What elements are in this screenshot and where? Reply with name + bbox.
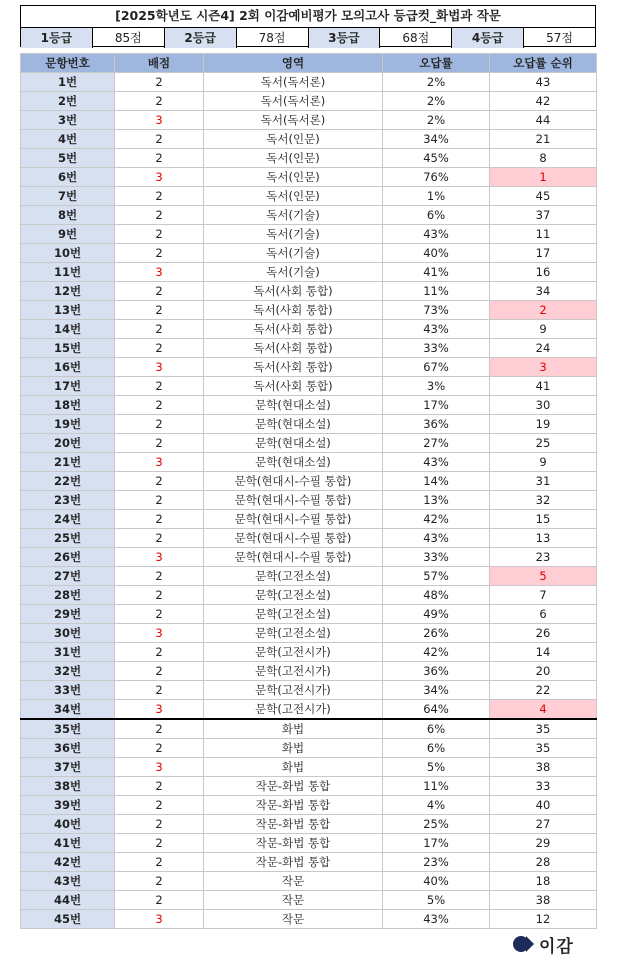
question-number-cell: 29번 bbox=[21, 605, 115, 624]
question-number-cell: 31번 bbox=[21, 643, 115, 662]
table-row bbox=[21, 624, 597, 643]
question-number-cell: 43번 bbox=[21, 872, 115, 891]
error-rate-cell: 6% bbox=[383, 719, 490, 739]
table-row bbox=[21, 700, 597, 720]
points-cell: 2 bbox=[115, 320, 204, 339]
points-cell: 2 bbox=[115, 339, 204, 358]
error-rate-cell: 42% bbox=[383, 510, 490, 529]
points-cell: 2 bbox=[115, 415, 204, 434]
error-rate-cell: 11% bbox=[383, 777, 490, 796]
grade-label-2: 2등급 bbox=[165, 28, 237, 48]
error-rank-cell: 15 bbox=[490, 510, 597, 529]
error-rate-cell: 5% bbox=[383, 891, 490, 910]
area-cell: 독서(사회 통합) bbox=[204, 320, 383, 339]
table-row bbox=[21, 586, 597, 605]
area-cell: 작문-화법 통합 bbox=[204, 853, 383, 872]
points-cell: 3 bbox=[115, 358, 204, 377]
error-rank-cell: 24 bbox=[490, 339, 597, 358]
question-number-cell: 21번 bbox=[21, 453, 115, 472]
error-rank-cell: 45 bbox=[490, 187, 597, 206]
error-rate-cell: 2% bbox=[383, 92, 490, 111]
question-number-cell: 34번 bbox=[21, 700, 115, 720]
error-rate-cell: 45% bbox=[383, 149, 490, 168]
points-cell: 2 bbox=[115, 739, 204, 758]
table-row bbox=[21, 187, 597, 206]
error-rank-cell: 32 bbox=[490, 491, 597, 510]
points-cell: 3 bbox=[115, 548, 204, 567]
area-cell: 독서(기술) bbox=[204, 225, 383, 244]
question-number-cell: 28번 bbox=[21, 586, 115, 605]
points-cell: 3 bbox=[115, 910, 204, 929]
question-number-cell: 32번 bbox=[21, 662, 115, 681]
question-number-cell: 23번 bbox=[21, 491, 115, 510]
area-cell: 독서(사회 통합) bbox=[204, 339, 383, 358]
error-rate-cell: 1% bbox=[383, 187, 490, 206]
area-cell: 문학(고전시가) bbox=[204, 643, 383, 662]
table-row bbox=[21, 605, 597, 624]
error-rank-cell: 38 bbox=[490, 891, 597, 910]
col-header-area: 영역 bbox=[204, 54, 383, 73]
question-number-cell: 36번 bbox=[21, 739, 115, 758]
error-rate-cell: 17% bbox=[383, 396, 490, 415]
error-rate-cell: 13% bbox=[383, 491, 490, 510]
area-cell: 작문 bbox=[204, 891, 383, 910]
grade-cut-row bbox=[21, 28, 595, 48]
table-row bbox=[21, 681, 597, 700]
area-cell: 작문 bbox=[204, 910, 383, 929]
table-row bbox=[21, 510, 597, 529]
table-row bbox=[21, 453, 597, 472]
points-cell: 3 bbox=[115, 624, 204, 643]
area-cell: 독서(사회 통합) bbox=[204, 301, 383, 320]
error-rank-cell: 30 bbox=[490, 396, 597, 415]
area-cell: 화법 bbox=[204, 719, 383, 739]
question-number-cell: 30번 bbox=[21, 624, 115, 643]
points-cell: 2 bbox=[115, 396, 204, 415]
table-row bbox=[21, 815, 597, 834]
table-row bbox=[21, 301, 597, 320]
area-cell: 독서(기술) bbox=[204, 263, 383, 282]
error-rate-cell: 57% bbox=[383, 567, 490, 586]
error-rate-cell: 40% bbox=[383, 872, 490, 891]
question-number-cell: 6번 bbox=[21, 168, 115, 187]
table-row bbox=[21, 111, 597, 130]
area-cell: 작문-화법 통합 bbox=[204, 815, 383, 834]
error-rate-cell: 34% bbox=[383, 681, 490, 700]
error-rank-cell: 2 bbox=[490, 301, 597, 320]
points-cell: 3 bbox=[115, 453, 204, 472]
col-header-points: 배점 bbox=[115, 54, 204, 73]
error-rate-table bbox=[20, 53, 597, 929]
area-cell: 문학(고전소설) bbox=[204, 586, 383, 605]
table-row bbox=[21, 834, 597, 853]
table-row bbox=[21, 853, 597, 872]
error-rate-cell: 43% bbox=[383, 320, 490, 339]
area-cell: 문학(현대소설) bbox=[204, 434, 383, 453]
error-rate-cell: 3% bbox=[383, 377, 490, 396]
points-cell: 2 bbox=[115, 643, 204, 662]
error-rank-cell: 9 bbox=[490, 320, 597, 339]
table-body bbox=[21, 73, 597, 929]
question-number-cell: 33번 bbox=[21, 681, 115, 700]
area-cell: 독서(인문) bbox=[204, 130, 383, 149]
area-cell: 독서(인문) bbox=[204, 168, 383, 187]
table-row bbox=[21, 339, 597, 358]
page-title: [2025학년도 시즌4] 2회 이감예비평가 모의고사 등급컷_화법과 작문 bbox=[21, 6, 595, 28]
question-number-cell: 17번 bbox=[21, 377, 115, 396]
question-number-cell: 12번 bbox=[21, 282, 115, 301]
error-rate-cell: 34% bbox=[383, 130, 490, 149]
table-header-row bbox=[21, 54, 597, 73]
table-row bbox=[21, 168, 597, 187]
question-number-cell: 41번 bbox=[21, 834, 115, 853]
question-number-cell: 40번 bbox=[21, 815, 115, 834]
points-cell: 2 bbox=[115, 130, 204, 149]
grade-cut-header bbox=[20, 5, 596, 47]
error-rank-cell: 33 bbox=[490, 777, 597, 796]
area-cell: 문학(현대시-수필 통합) bbox=[204, 472, 383, 491]
points-cell: 3 bbox=[115, 700, 204, 720]
question-number-cell: 27번 bbox=[21, 567, 115, 586]
error-rank-cell: 25 bbox=[490, 434, 597, 453]
area-cell: 문학(고전시가) bbox=[204, 662, 383, 681]
error-rate-cell: 5% bbox=[383, 758, 490, 777]
points-cell: 2 bbox=[115, 92, 204, 111]
error-rate-cell: 43% bbox=[383, 529, 490, 548]
error-rank-cell: 7 bbox=[490, 586, 597, 605]
col-header-error-rank: 오답률 순위 bbox=[490, 54, 597, 73]
error-rank-cell: 14 bbox=[490, 643, 597, 662]
question-number-cell: 5번 bbox=[21, 149, 115, 168]
error-rate-cell: 48% bbox=[383, 586, 490, 605]
area-cell: 작문-화법 통합 bbox=[204, 777, 383, 796]
area-cell: 화법 bbox=[204, 758, 383, 777]
error-rank-cell: 35 bbox=[490, 719, 597, 739]
points-cell: 2 bbox=[115, 777, 204, 796]
area-cell: 문학(현대시-수필 통합) bbox=[204, 529, 383, 548]
table-row bbox=[21, 225, 597, 244]
error-rank-cell: 28 bbox=[490, 853, 597, 872]
area-cell: 독서(사회 통합) bbox=[204, 358, 383, 377]
points-cell: 2 bbox=[115, 225, 204, 244]
table-row bbox=[21, 130, 597, 149]
error-rank-cell: 26 bbox=[490, 624, 597, 643]
error-rank-cell: 29 bbox=[490, 834, 597, 853]
points-cell: 3 bbox=[115, 168, 204, 187]
error-rank-cell: 35 bbox=[490, 739, 597, 758]
error-rate-cell: 43% bbox=[383, 225, 490, 244]
question-number-cell: 44번 bbox=[21, 891, 115, 910]
area-cell: 문학(현대소설) bbox=[204, 396, 383, 415]
question-number-cell: 37번 bbox=[21, 758, 115, 777]
area-cell: 문학(현대소설) bbox=[204, 453, 383, 472]
question-number-cell: 45번 bbox=[21, 910, 115, 929]
error-rank-cell: 31 bbox=[490, 472, 597, 491]
points-cell: 2 bbox=[115, 434, 204, 453]
col-header-error-rate: 오답률 bbox=[383, 54, 490, 73]
table-row bbox=[21, 662, 597, 681]
error-rate-cell: 26% bbox=[383, 624, 490, 643]
area-cell: 문학(현대소설) bbox=[204, 415, 383, 434]
error-rank-cell: 3 bbox=[490, 358, 597, 377]
points-cell: 2 bbox=[115, 853, 204, 872]
points-cell: 2 bbox=[115, 872, 204, 891]
question-number-cell: 10번 bbox=[21, 244, 115, 263]
question-number-cell: 22번 bbox=[21, 472, 115, 491]
error-rank-cell: 9 bbox=[490, 453, 597, 472]
table-row bbox=[21, 529, 597, 548]
points-cell: 2 bbox=[115, 681, 204, 700]
error-rank-cell: 4 bbox=[490, 700, 597, 720]
question-number-cell: 14번 bbox=[21, 320, 115, 339]
brand-logo bbox=[513, 932, 574, 956]
table-row bbox=[21, 358, 597, 377]
error-rank-cell: 8 bbox=[490, 149, 597, 168]
area-cell: 독서(사회 통합) bbox=[204, 282, 383, 301]
table-row bbox=[21, 73, 597, 92]
table-row bbox=[21, 491, 597, 510]
error-rank-cell: 37 bbox=[490, 206, 597, 225]
error-rate-cell: 2% bbox=[383, 111, 490, 130]
error-rate-cell: 6% bbox=[383, 206, 490, 225]
points-cell: 2 bbox=[115, 206, 204, 225]
grade-cut-3: 68점 bbox=[380, 28, 452, 48]
table-row bbox=[21, 263, 597, 282]
points-cell: 2 bbox=[115, 244, 204, 263]
grade-cut-4: 57점 bbox=[546, 31, 573, 45]
points-cell: 2 bbox=[115, 815, 204, 834]
question-number-cell: 25번 bbox=[21, 529, 115, 548]
question-number-cell: 7번 bbox=[21, 187, 115, 206]
table-row bbox=[21, 396, 597, 415]
error-rate-cell: 43% bbox=[383, 453, 490, 472]
error-rate-cell: 73% bbox=[383, 301, 490, 320]
area-cell: 독서(기술) bbox=[204, 206, 383, 225]
area-cell: 문학(현대시-수필 통합) bbox=[204, 491, 383, 510]
error-rank-cell: 13 bbox=[490, 529, 597, 548]
table-row bbox=[21, 320, 597, 339]
error-rank-cell: 11 bbox=[490, 225, 597, 244]
area-cell: 문학(고전소설) bbox=[204, 567, 383, 586]
question-number-cell: 3번 bbox=[21, 111, 115, 130]
question-number-cell: 1번 bbox=[21, 73, 115, 92]
question-number-cell: 2번 bbox=[21, 92, 115, 111]
area-cell: 독서(기술) bbox=[204, 244, 383, 263]
error-rate-cell: 14% bbox=[383, 472, 490, 491]
points-cell: 2 bbox=[115, 282, 204, 301]
points-cell: 3 bbox=[115, 263, 204, 282]
area-cell: 독서(인문) bbox=[204, 149, 383, 168]
error-rate-cell: 41% bbox=[383, 263, 490, 282]
error-rank-cell: 27 bbox=[490, 815, 597, 834]
question-number-cell: 9번 bbox=[21, 225, 115, 244]
points-cell: 2 bbox=[115, 491, 204, 510]
table-row bbox=[21, 643, 597, 662]
question-number-cell: 42번 bbox=[21, 853, 115, 872]
table-row bbox=[21, 567, 597, 586]
area-cell: 독서(독서론) bbox=[204, 111, 383, 130]
brand-logo-text: 이감 bbox=[539, 936, 574, 957]
points-cell: 2 bbox=[115, 586, 204, 605]
area-cell: 문학(현대시-수필 통합) bbox=[204, 510, 383, 529]
points-cell: 2 bbox=[115, 891, 204, 910]
table-row bbox=[21, 739, 597, 758]
table-row bbox=[21, 92, 597, 111]
table-row bbox=[21, 719, 597, 739]
area-cell: 문학(고전시가) bbox=[204, 681, 383, 700]
error-rate-cell: 33% bbox=[383, 548, 490, 567]
area-cell: 작문-화법 통합 bbox=[204, 796, 383, 815]
error-rank-cell: 40 bbox=[490, 796, 597, 815]
error-rank-cell: 5 bbox=[490, 567, 597, 586]
error-rank-cell: 34 bbox=[490, 282, 597, 301]
table-row bbox=[21, 282, 597, 301]
points-cell: 2 bbox=[115, 719, 204, 739]
points-cell: 2 bbox=[115, 301, 204, 320]
question-number-cell: 19번 bbox=[21, 415, 115, 434]
area-cell: 독서(사회 통합) bbox=[204, 377, 383, 396]
points-cell: 2 bbox=[115, 73, 204, 92]
error-rank-cell: 6 bbox=[490, 605, 597, 624]
error-rank-cell: 38 bbox=[490, 758, 597, 777]
error-rank-cell: 22 bbox=[490, 681, 597, 700]
error-rate-cell: 67% bbox=[383, 358, 490, 377]
table-row bbox=[21, 206, 597, 225]
error-rate-cell: 17% bbox=[383, 834, 490, 853]
error-rate-cell: 76% bbox=[383, 168, 490, 187]
points-cell: 3 bbox=[115, 758, 204, 777]
points-cell: 2 bbox=[115, 605, 204, 624]
table-row bbox=[21, 434, 597, 453]
error-rate-cell: 40% bbox=[383, 244, 490, 263]
error-rate-cell: 6% bbox=[383, 739, 490, 758]
table-row bbox=[21, 472, 597, 491]
error-rank-cell: 23 bbox=[490, 548, 597, 567]
question-number-cell: 8번 bbox=[21, 206, 115, 225]
points-cell: 2 bbox=[115, 662, 204, 681]
area-cell: 작문-화법 통합 bbox=[204, 834, 383, 853]
points-cell: 2 bbox=[115, 472, 204, 491]
question-number-cell: 38번 bbox=[21, 777, 115, 796]
area-cell: 문학(고전소설) bbox=[204, 624, 383, 643]
area-cell: 화법 bbox=[204, 739, 383, 758]
area-cell: 문학(고전소설) bbox=[204, 605, 383, 624]
error-rate-cell: 42% bbox=[383, 643, 490, 662]
table-row bbox=[21, 891, 597, 910]
error-rank-cell: 19 bbox=[490, 415, 597, 434]
question-number-cell: 4번 bbox=[21, 130, 115, 149]
error-rank-cell: 20 bbox=[490, 662, 597, 681]
area-cell: 독서(독서론) bbox=[204, 92, 383, 111]
error-rate-cell: 33% bbox=[383, 339, 490, 358]
error-rate-cell: 64% bbox=[383, 700, 490, 720]
grade-cut-2: 78점 bbox=[237, 28, 309, 48]
error-rank-cell: 18 bbox=[490, 872, 597, 891]
igam-logo-icon bbox=[513, 935, 535, 953]
question-number-cell: 16번 bbox=[21, 358, 115, 377]
table-row bbox=[21, 377, 597, 396]
error-rate-cell: 36% bbox=[383, 662, 490, 681]
grade-cut-1: 85점 bbox=[93, 28, 165, 48]
question-number-cell: 39번 bbox=[21, 796, 115, 815]
error-rank-cell: 21 bbox=[490, 130, 597, 149]
col-header-question: 문항번호 bbox=[21, 54, 115, 73]
question-number-cell: 11번 bbox=[21, 263, 115, 282]
question-number-cell: 35번 bbox=[21, 719, 115, 739]
area-cell: 독서(독서론) bbox=[204, 73, 383, 92]
table-row bbox=[21, 758, 597, 777]
question-number-cell: 15번 bbox=[21, 339, 115, 358]
points-cell: 3 bbox=[115, 111, 204, 130]
points-cell: 2 bbox=[115, 149, 204, 168]
area-cell: 독서(인문) bbox=[204, 187, 383, 206]
table-row bbox=[21, 910, 597, 929]
error-rank-cell: 43 bbox=[490, 73, 597, 92]
error-rank-cell: 16 bbox=[490, 263, 597, 282]
points-cell: 2 bbox=[115, 529, 204, 548]
error-rate-cell: 25% bbox=[383, 815, 490, 834]
error-rank-cell: 41 bbox=[490, 377, 597, 396]
table-row bbox=[21, 244, 597, 263]
points-cell: 2 bbox=[115, 796, 204, 815]
points-cell: 2 bbox=[115, 567, 204, 586]
question-number-cell: 18번 bbox=[21, 396, 115, 415]
error-rank-cell: 12 bbox=[490, 910, 597, 929]
error-rate-cell: 49% bbox=[383, 605, 490, 624]
error-rate-cell: 4% bbox=[383, 796, 490, 815]
table-row bbox=[21, 872, 597, 891]
table-row bbox=[21, 548, 597, 567]
error-rank-cell: 1 bbox=[490, 168, 597, 187]
question-number-cell: 20번 bbox=[21, 434, 115, 453]
points-cell: 2 bbox=[115, 187, 204, 206]
error-rate-cell: 36% bbox=[383, 415, 490, 434]
table-row bbox=[21, 415, 597, 434]
grade-label-3: 3등급 bbox=[309, 28, 381, 48]
error-rank-cell: 42 bbox=[490, 92, 597, 111]
points-cell: 2 bbox=[115, 377, 204, 396]
points-cell: 2 bbox=[115, 510, 204, 529]
table-row bbox=[21, 777, 597, 796]
error-rate-cell: 23% bbox=[383, 853, 490, 872]
error-rate-cell: 43% bbox=[383, 910, 490, 929]
question-number-cell: 13번 bbox=[21, 301, 115, 320]
points-cell: 2 bbox=[115, 834, 204, 853]
error-rate-cell: 11% bbox=[383, 282, 490, 301]
table-row bbox=[21, 796, 597, 815]
grade-label-1: 1등급 bbox=[21, 28, 93, 48]
area-cell: 문학(고전시가) bbox=[204, 700, 383, 720]
table-row bbox=[21, 149, 597, 168]
question-number-cell: 26번 bbox=[21, 548, 115, 567]
error-rank-cell: 44 bbox=[490, 111, 597, 130]
area-cell: 작문 bbox=[204, 872, 383, 891]
area-cell: 문학(현대시-수필 통합) bbox=[204, 548, 383, 567]
error-rate-cell: 27% bbox=[383, 434, 490, 453]
error-rate-cell: 2% bbox=[383, 73, 490, 92]
error-rank-cell: 17 bbox=[490, 244, 597, 263]
question-number-cell: 24번 bbox=[21, 510, 115, 529]
grade-label-4: 4등급 bbox=[452, 28, 524, 48]
